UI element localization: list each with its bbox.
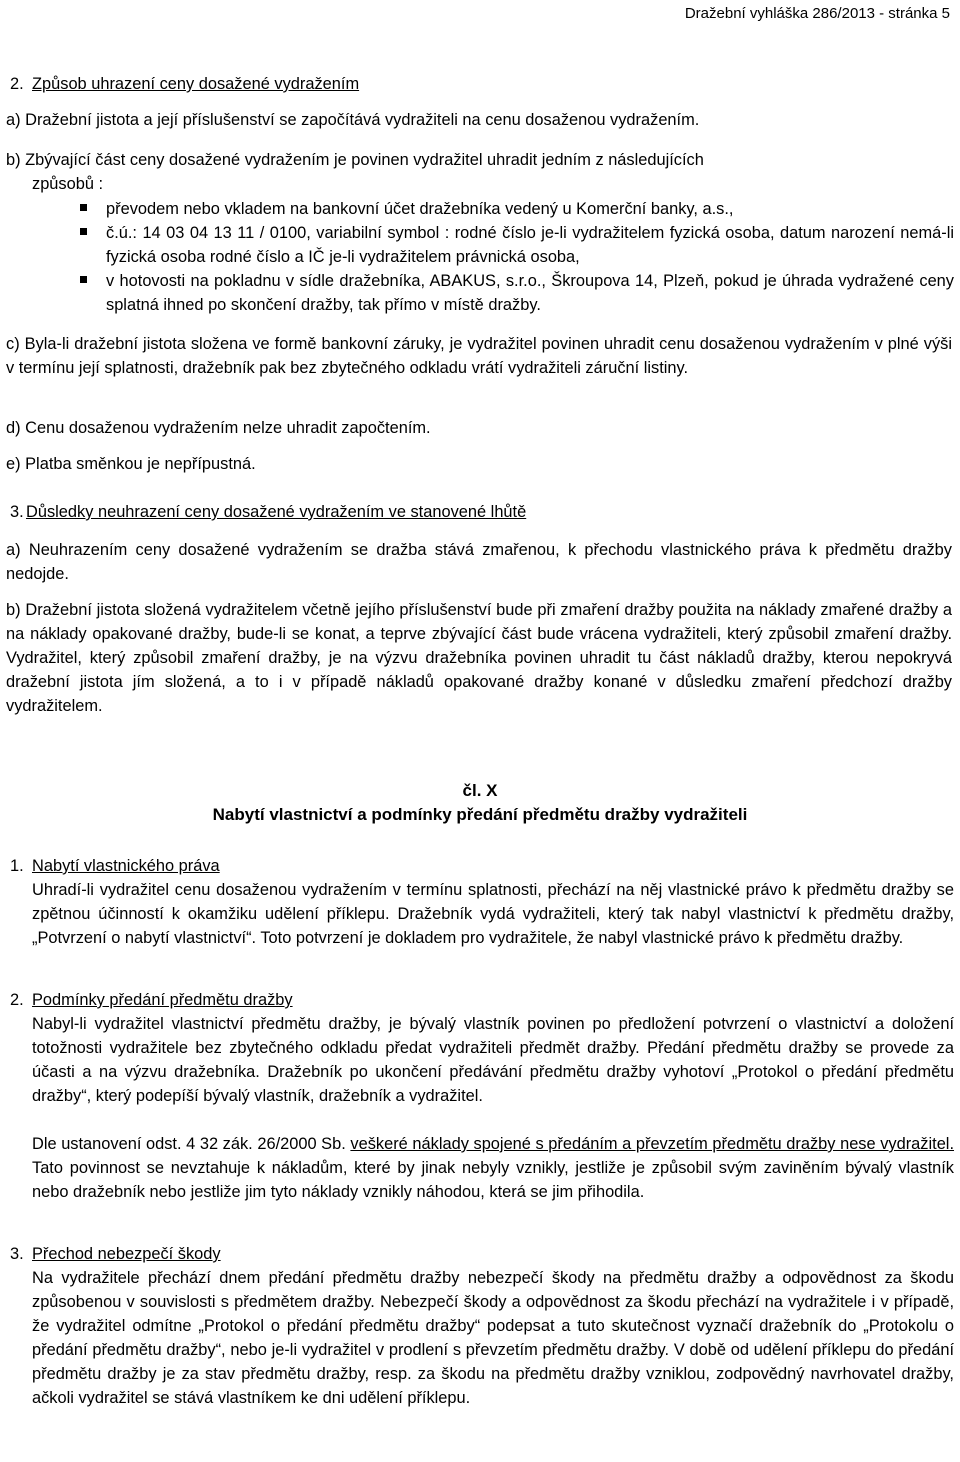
section-3-title: Důsledky neuhrazení ceny dosažené vydražením ve stanovené lhůtě bbox=[26, 503, 527, 521]
payment-method-cash: v hotovosti na pokladnu v sídle dražebníka, ABAKUS, s.r.o., Škroupova 14, Plzeň, pokud je úhrada vydražené ceny splatná ihned po skončení dražby, tak přímo v místě dražby. bbox=[106, 272, 954, 314]
paragraph-3-title: Přechod nebezpečí škody bbox=[32, 1245, 221, 1263]
section-2-item-c: c) Byla-li dražební jistota složena ve formě bankovní záruky, je vydražitel povinen uhradit cenu dosaženou vydražením v plné výši v termínu její splatnosti, dražebník pak bez zbytečného odkladu vrátí vydražiteli záruční listiny. bbox=[6, 335, 952, 377]
paragraph-2-title: Podmínky předání předmětu dražby bbox=[32, 991, 293, 1009]
section-2-item-a: a) Dražební jistota a její příslušenství se započítává vydražiteli na cenu dosaženou vydražením. bbox=[6, 111, 700, 129]
section-2-item-b: b) Zbývající část ceny dosažené vydražením je povinen vydražitel uhradit jedním z následujících bbox=[6, 151, 704, 169]
section-3-item-a: a) Neuhrazením ceny dosažené vydražením se dražba stává zmařenou, k přechodu vlastnického práva k předmětu dražby nedojde. bbox=[6, 541, 952, 583]
paragraph-2-law-note bbox=[32, 1132, 954, 1204]
section-3-number: 3. bbox=[10, 503, 24, 521]
section-2-number: 2. bbox=[10, 75, 24, 93]
section-2-title: Způsob uhrazení ceny dosažené vydražením bbox=[32, 75, 360, 93]
section-3-item-b: b) Dražební jistota složená vydražitelem včetně jejího příslušenství bude při zmaření dražby použita na náklady zmařené dražby a na náklady opakované dražby, bude-li se konat, a teprve zbývající část bude vrácena vydražiteli, který způsobil zmaření dražby. Vydražitel, který způsobil zmaření dražby, je na výzvu dražebníka povinen uhradit tu část nákladů dražby, kterou nepokryvá dražební jistota jím složená, a to i v případě nákladů opakované dražby konané v důsledku zmaření předchozí dražby vydražitelem. bbox=[6, 601, 952, 715]
paragraph-1-text: Uhradí-li vydražitel cenu dosaženou vydražením v termínu splatnosti, přechází na něj vlastnické právo k předmětu dražby se zpětnou účinností k okamžiku udělení příklepu. Dražebník vydá vydražiteli, který tak nabyl vlastnictví k předmětu dražby, „Potvrzení o nabytí vlastnictví“. Toto potvrzení je dokladem pro vydražitele, že nabyl vlastnické právo k předmětu dražby. bbox=[32, 881, 954, 947]
paragraph-3-text: Na vydražitele přechází dnem předání předmětu dražby nebezpečí škody na předmětu dražby a odpovědnost za škodu způsobenou v souvislosti s předmětem dražby. Nebezpečí škody a odpovědnost za škodu přechází na vydražitele i v případě, že vydražitel odmítne „Protokol o předání předmětu dražby“ podepsat a tuto skutečnost vyznačí dražebník do „Protokolu o předání předmětu dražby“, nebo je-li vydražitel v prodlení s převzetím předmětu dražby. V době od udělení příklepu do předání předmětu dražby je za stav předmětu dražby, resp. za škodu na předmětu dražby vzniklou, zodpovědný navrhovatel dražby, ačkoli vydražitel se stává vlastníkem ke dni udělení příklepu. bbox=[32, 1269, 954, 1407]
section-2-item-e: e) Platba směnkou je nepřípustná. bbox=[6, 455, 256, 473]
paragraph-2-number: 2. bbox=[10, 991, 24, 1009]
paragraph-3-number: 3. bbox=[10, 1245, 24, 1263]
bullet-marker bbox=[80, 276, 87, 283]
section-2-item-b-cont: způsobů : bbox=[32, 175, 104, 193]
law-costs-statement: veškeré náklady spojené s předáním a převzetím předmětu dražby nese vydražitel. bbox=[350, 1135, 954, 1153]
payment-method-transfer: převodem nebo vkladem na bankovní účet dražebníka vedený u Komerční banky, a.s., bbox=[106, 200, 734, 218]
article-title: Nabytí vlastnictví a podmínky předání předmětu dražby vydražiteli bbox=[212, 805, 748, 824]
article-number: čl. X bbox=[462, 781, 498, 800]
paragraph-1-number: 1. bbox=[10, 857, 24, 875]
law-reference: Dle ustanovení odst. 4 32 zák. 26/2000 Sb. bbox=[32, 1135, 351, 1153]
paragraph-1-title: Nabytí vlastnického práva bbox=[32, 857, 220, 875]
page-header: Dražební vyhláška 286/2013 - stránka 5 bbox=[684, 5, 950, 22]
bullet-marker bbox=[80, 228, 87, 235]
payment-method-account: č.ú.: 14 03 04 13 11 / 0100, variabilní symbol : rodné číslo je-li vydražitelem fyzická osoba, datum narození nemá-li fyzická osoba rodné číslo a IČ je-li vydražitelem právnická osoba, bbox=[106, 224, 954, 266]
law-exception: Tato povinnost se nevztahuje k nákladům, které by jinak nebyly vznikly, jestliže je způsobil svým zaviněním bývalý vlastník nebo dražebník nebo jestliže jim tyto náklady vznikly náhodou, která se jim přihodila. bbox=[32, 1159, 954, 1201]
bullet-marker bbox=[80, 204, 87, 211]
section-2-item-d: d) Cenu dosaženou vydražením nelze uhradit započtením. bbox=[6, 419, 431, 437]
paragraph-2-text: Nabyl-li vydražitel vlastnictví předmětu dražby, je bývalý vlastník povinen po předložení potvrzení o vlastnictví a doložení totožnosti vydražitele bez zbytečného odkladu předat vydražiteli předmět dražby. Předání předmětu dražby se provede za účasti a na výzvu dražebníka. Dražebník po ukončení předávání předmětu dražby vyhotoví „Protokol o předání předmětu dražby“, který podepíší bývalý vlastník, dražebník a vydražitel. bbox=[32, 1015, 954, 1105]
